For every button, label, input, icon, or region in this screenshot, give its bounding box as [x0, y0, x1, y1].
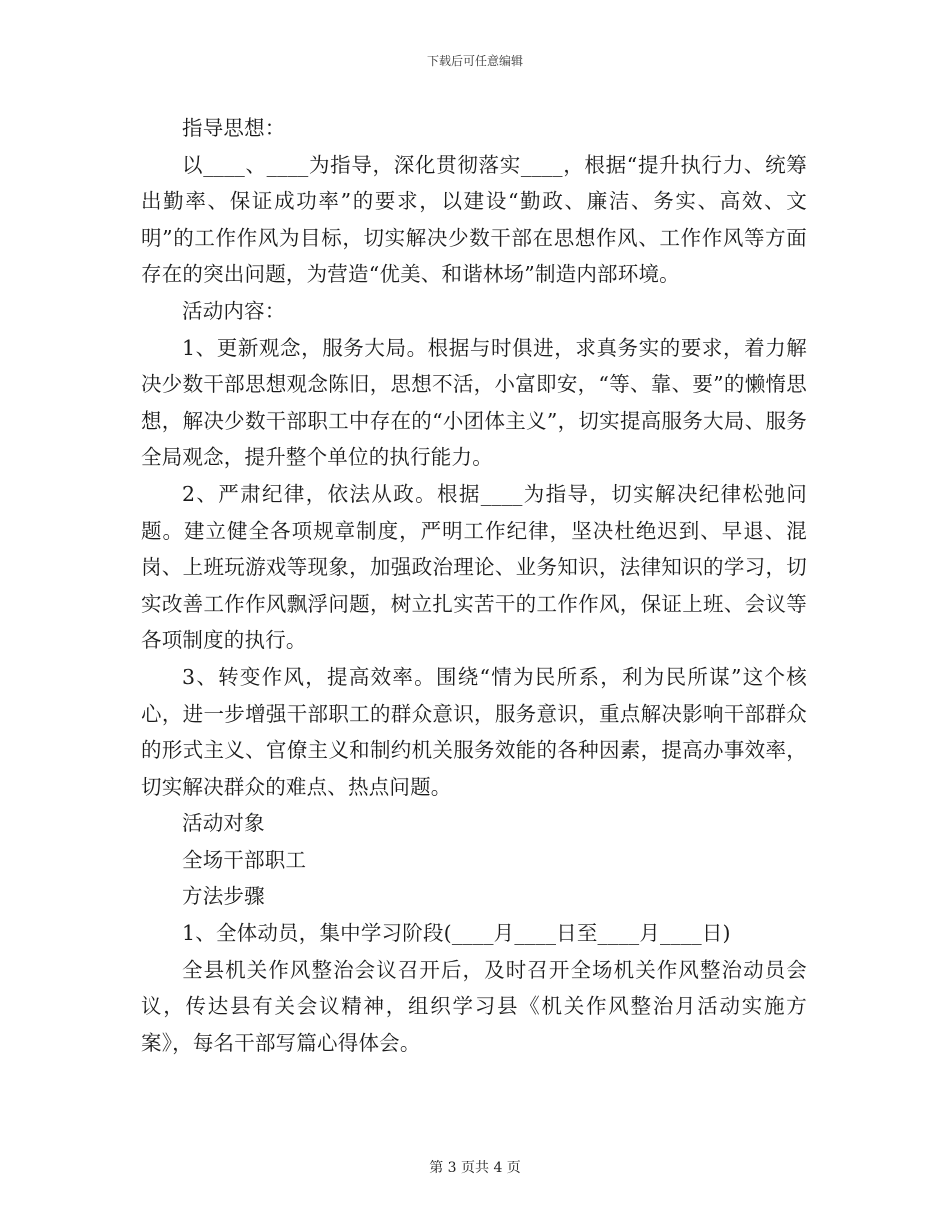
heading-guiding-thought: 指导思想： [182, 116, 286, 140]
document-body [141, 110, 807, 1061]
paragraph-step-1-body: 全县机关作风整治会议召开后，及时召开全场机关作风整治动员会议，传达县有关会议精神，组织学习县《机关作风整治月活动实施方案》，每名干部写篇心得体会。 [141, 957, 807, 1055]
paragraph-item-1: 1、更新观念，服务大局。根据与时俱进，求真务实的要求，着力解决少数干部思想观念陈旧，思想不活，小富即安，“等、靠、要”的懒惰思想，解决少数干部职工中存在的“小团体主义”，切实提高服务大局、服务全局观念，提升整个单位的执行能力。 [141, 335, 807, 470]
paragraph-guiding-thought: 以____、____为指导，深化贯彻落实____，根据“提升执行力、统筹出勤率、保证成功率”的要求，以建设“勤政、廉洁、务实、高效、文明”的工作作风为目标，切实解决少数干部在思想作风、工作作风等方面存在的突出问题，为营造“优美、和谐林场”制造内部环境。 [141, 152, 807, 287]
heading-activity-content: 活动内容： [182, 298, 286, 323]
paragraph-activity-target: 全场干部职工 [182, 847, 307, 872]
paragraph-item-3: 3、转变作风，提高效率。围绕“情为民所系，利为民所谋”这个核心，进一步增强干部职工的群众意识，服务意识，重点解决影响干部群众的形式主义、官僚主义和制约机关服务效能的各种因素，提高办事效率，切实解决群众的难点、热点问题。 [141, 664, 807, 799]
page-number: 第 3 页共 4 页 [429, 1160, 521, 1176]
paragraph-item-2: 2、严肃纪律，依法从政。根据____为指导，切实解决纪律松弛问题。建立健全各项规章制度，严明工作纪律，坚决杜绝迟到、早退、混岗、上班玩游戏等现象，加强政治理论、业务知识，法律知识的学习，切实改善工作作风飘浮问题，树立扎实苦干的工作作风，保证上班、会议等各项制度的执行。 [141, 481, 807, 653]
paragraph-step-1-title: 1、全体动员，集中学习阶段(____月____日至____月____日) [182, 921, 731, 946]
heading-method-steps: 方法步骤 [182, 884, 265, 909]
page-header: 下载后可任意编辑 [426, 54, 523, 68]
heading-activity-target: 活动对象 [182, 811, 265, 836]
